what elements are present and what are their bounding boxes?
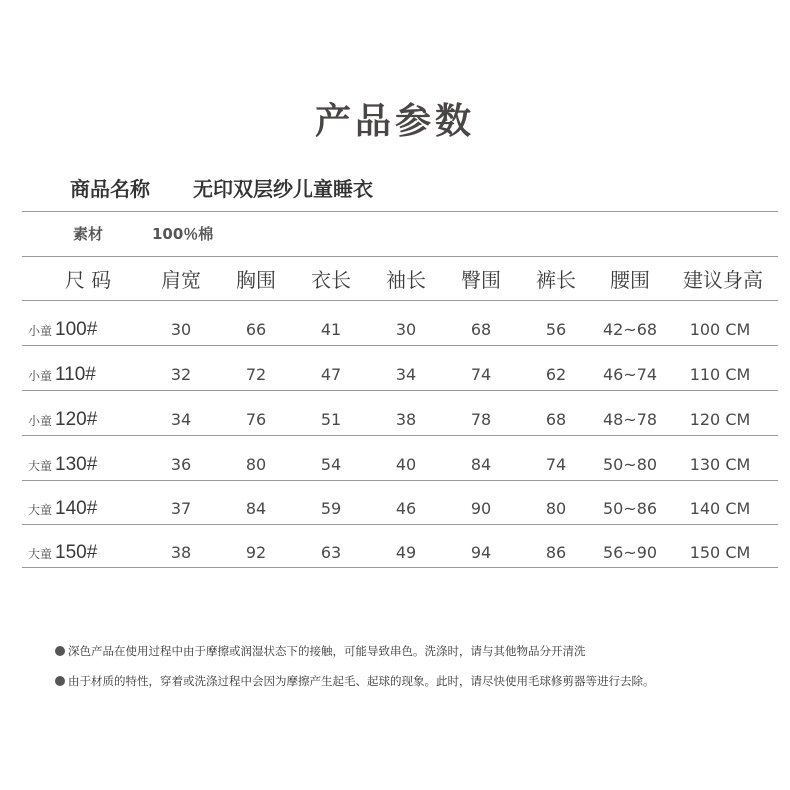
table-cell: 38 [170, 543, 192, 562]
table-cell: 34 [170, 410, 192, 429]
table-cell: 32 [170, 365, 192, 384]
table-cell: 42~68 [602, 320, 658, 339]
header-sleeve: 袖长 [386, 268, 426, 292]
table-cell: 150 CM [689, 543, 751, 562]
table-cell: 59 [320, 499, 342, 518]
table-cell: 110 CM [689, 365, 751, 384]
care-note-text: 由于材质的特性，穿着或洗涤过程中会因为摩擦产生起毛、起球的现象。此时，请尽快使用毛球修剪器等进行去除。 [68, 674, 655, 688]
divider [22, 211, 778, 212]
table-cell: 92 [245, 543, 267, 562]
table-cell: 54 [320, 455, 342, 474]
size-group-label: 小童 [28, 414, 53, 428]
table-cell: 80 [545, 499, 567, 518]
header-length: 衣长 [311, 268, 351, 292]
header-size: 尺 码 [64, 268, 112, 292]
table-cell: 38 [395, 410, 417, 429]
table-cell: 51 [320, 410, 342, 429]
header-height: 建议身高 [683, 268, 763, 292]
divider [22, 390, 778, 391]
table-cell: 84 [470, 455, 492, 474]
size-number: 110# [55, 364, 96, 385]
size-number: 120# [55, 409, 98, 430]
table-cell: 100 CM [689, 320, 751, 339]
table-cell: 66 [245, 320, 267, 339]
table-cell: 74 [545, 455, 567, 474]
header-pants-length: 裤长 [536, 268, 576, 292]
size-group-label: 小童 [28, 369, 53, 383]
table-cell: 47 [320, 365, 342, 384]
table-cell: 46 [395, 499, 417, 518]
table-cell: 41 [320, 320, 342, 339]
table-cell: 78 [470, 410, 492, 429]
table-cell: 50~86 [602, 499, 658, 518]
size-cell [28, 315, 128, 345]
care-note [55, 643, 586, 659]
table-cell: 94 [470, 543, 492, 562]
table-cell: 36 [170, 455, 192, 474]
size-number: 130# [55, 454, 98, 475]
material-value: 100％棉 [152, 225, 214, 243]
care-note [55, 673, 655, 689]
table-cell: 72 [245, 365, 267, 384]
table-cell: 63 [320, 543, 342, 562]
table-cell: 37 [170, 499, 192, 518]
table-cell: 30 [170, 320, 192, 339]
table-cell: 68 [470, 320, 492, 339]
size-cell [28, 405, 128, 435]
table-cell: 120 CM [689, 410, 751, 429]
divider [22, 524, 778, 525]
table-cell: 48~78 [602, 410, 658, 429]
table-cell: 40 [395, 455, 417, 474]
table-cell: 46~74 [602, 365, 658, 384]
table-cell: 140 CM [689, 499, 751, 518]
divider [22, 345, 778, 346]
table-cell: 49 [395, 543, 417, 562]
size-group-label: 大童 [28, 459, 53, 473]
size-group-label: 大童 [28, 547, 53, 561]
size-group-label: 小童 [28, 324, 53, 338]
care-note-text: 深色产品在使用过程中由于摩擦或润湿状态下的接触，可能导致串色。洗涤时，请与其他物品分开清洗 [68, 644, 586, 658]
table-cell: 68 [545, 410, 567, 429]
table-cell: 80 [245, 455, 267, 474]
table-cell: 84 [245, 499, 267, 518]
table-cell: 56 [545, 320, 567, 339]
size-cell [28, 360, 128, 390]
size-cell [28, 494, 128, 524]
table-cell: 34 [395, 365, 417, 384]
header-hip: 臀围 [461, 268, 501, 292]
header-waist: 腰围 [610, 268, 650, 292]
product-name-label: 商品名称 [70, 177, 150, 201]
size-number: 100# [55, 319, 98, 340]
table-cell: 86 [545, 543, 567, 562]
size-cell [28, 450, 128, 480]
page-title: 产品参数 [314, 101, 475, 142]
table-cell: 62 [545, 365, 567, 384]
divider [22, 567, 778, 568]
size-group-label: 大童 [28, 503, 53, 517]
header-shoulder: 肩宽 [161, 268, 201, 292]
divider [22, 300, 778, 301]
divider [22, 256, 778, 257]
table-cell: 30 [395, 320, 417, 339]
material-label: 素材 [73, 225, 104, 243]
size-cell [28, 538, 128, 568]
product-name-value: 无印双层纱儿童睡衣 [193, 177, 373, 201]
divider [22, 480, 778, 481]
header-chest: 胸围 [236, 268, 276, 292]
table-cell: 90 [470, 499, 492, 518]
bullet-dot-icon [55, 646, 65, 656]
table-cell: 76 [245, 410, 267, 429]
divider [22, 435, 778, 436]
table-cell: 56~90 [602, 543, 658, 562]
size-number: 140# [55, 498, 98, 519]
table-cell: 74 [470, 365, 492, 384]
table-cell: 50~80 [602, 455, 658, 474]
table-cell: 130 CM [689, 455, 751, 474]
bullet-dot-icon [55, 676, 65, 686]
size-number: 150# [55, 542, 98, 563]
